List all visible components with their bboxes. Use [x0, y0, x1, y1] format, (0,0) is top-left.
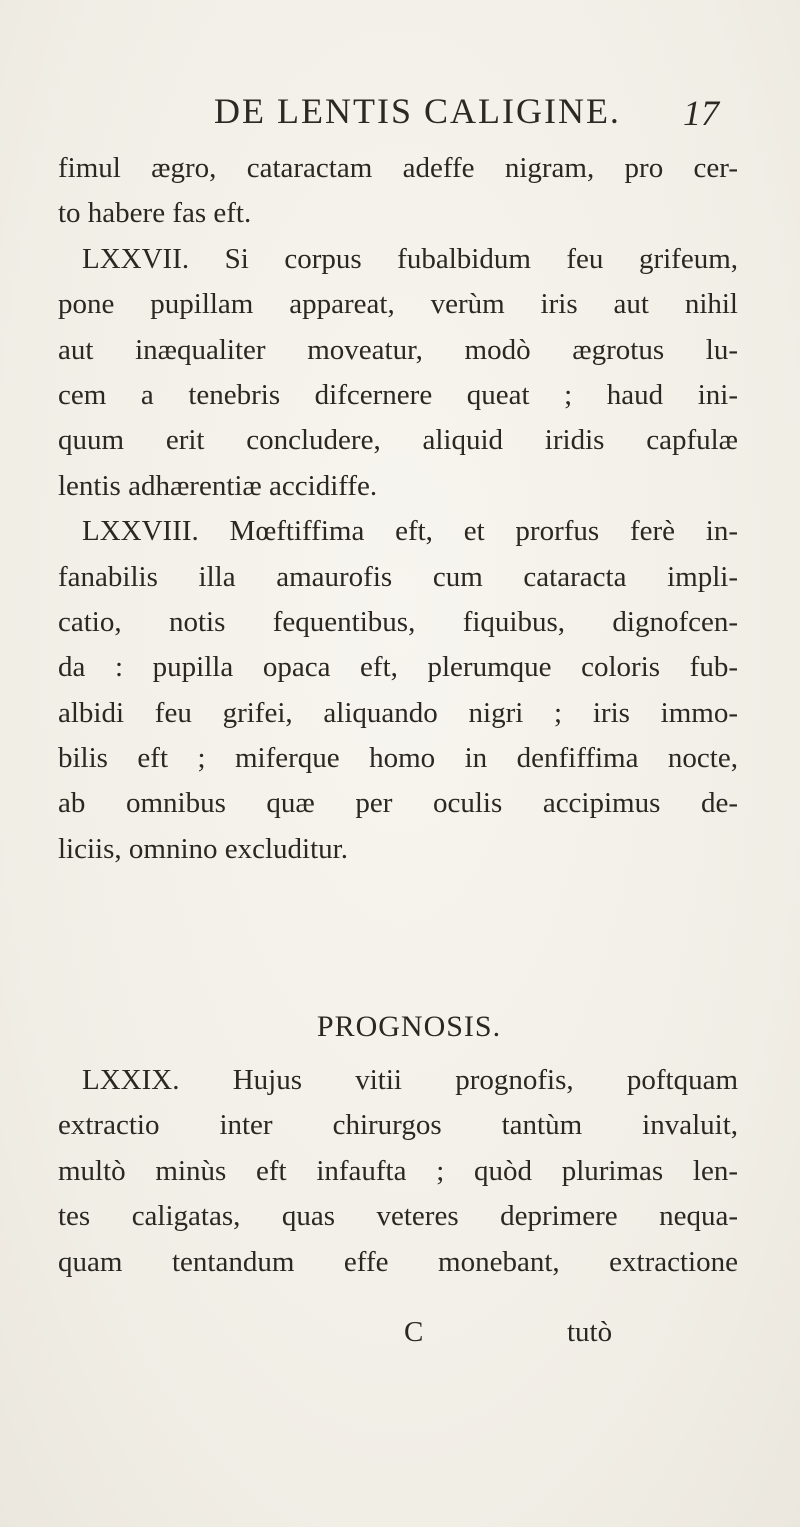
text-line: albidi feu grifei, aliquando nigri ; iris immo-: [58, 696, 738, 729]
text-line: liciis, omnino excluditur.: [58, 832, 348, 865]
text-line: lentis adhærentiæ accidiffe.: [58, 469, 378, 502]
text-line: fanabilis illa amaurofis cum cataracta impli-: [58, 560, 738, 593]
text-line: tes caligatas, quas veteres deprimere nequa-: [58, 1200, 738, 1233]
signature-mark: C: [404, 1316, 424, 1348]
text-line: pone pupillam appareat, verùm iris aut nihil: [58, 288, 738, 321]
running-head: [0, 90, 800, 140]
text-line: ab omnibus quæ per oculis accipimus de-: [58, 787, 738, 820]
section-heading: PROGNOSIS.: [316, 1010, 502, 1043]
section-heading-wrapper: [0, 1010, 800, 1044]
page-footer: [0, 1316, 800, 1356]
body-text-bottom: [58, 1058, 738, 1285]
text-line: to habere fas eft.: [58, 197, 252, 230]
text-line: multò minùs eft infaufta ; quòd plurimas len-: [58, 1154, 738, 1187]
text-line: LXXIX. Hujus vitii prognofis, poftquam: [82, 1064, 738, 1096]
text-line: extractio inter chirurgos tantùm invaluit,: [58, 1109, 738, 1142]
text-line: LXXVIII. Mœftiffima eft, et prorfus ferè in-: [82, 515, 738, 548]
text-line: aut inæqualiter moveatur, modò ægrotus lu-: [58, 333, 738, 366]
text-line: LXXVII. Si corpus fubalbidum feu grifeum,: [82, 242, 738, 275]
text-line: quam tentandum effe monebant, extractione: [58, 1245, 738, 1278]
text-line: fimul ægro, cataractam adeffe nigram, pro cer-: [58, 152, 738, 184]
text-line: catio, notis fequentibus, fiquibus, dignofcen-: [58, 605, 738, 638]
text-line: quum erit concludere, aliquid iridis capfulæ: [58, 424, 738, 457]
body-text-top: [58, 146, 738, 872]
text-line: bilis eft ; miferque homo in denfiffima nocte,: [58, 742, 738, 775]
page-number: 17: [683, 93, 719, 133]
text-line: cem a tenebris difcernere queat ; haud ini-: [58, 378, 738, 411]
catchword: tutò: [567, 1316, 613, 1348]
running-title: DE LENTIS CALIGINE.: [214, 91, 621, 131]
text-line: da : pupilla opaca eft, plerumque coloris fub-: [58, 651, 738, 684]
